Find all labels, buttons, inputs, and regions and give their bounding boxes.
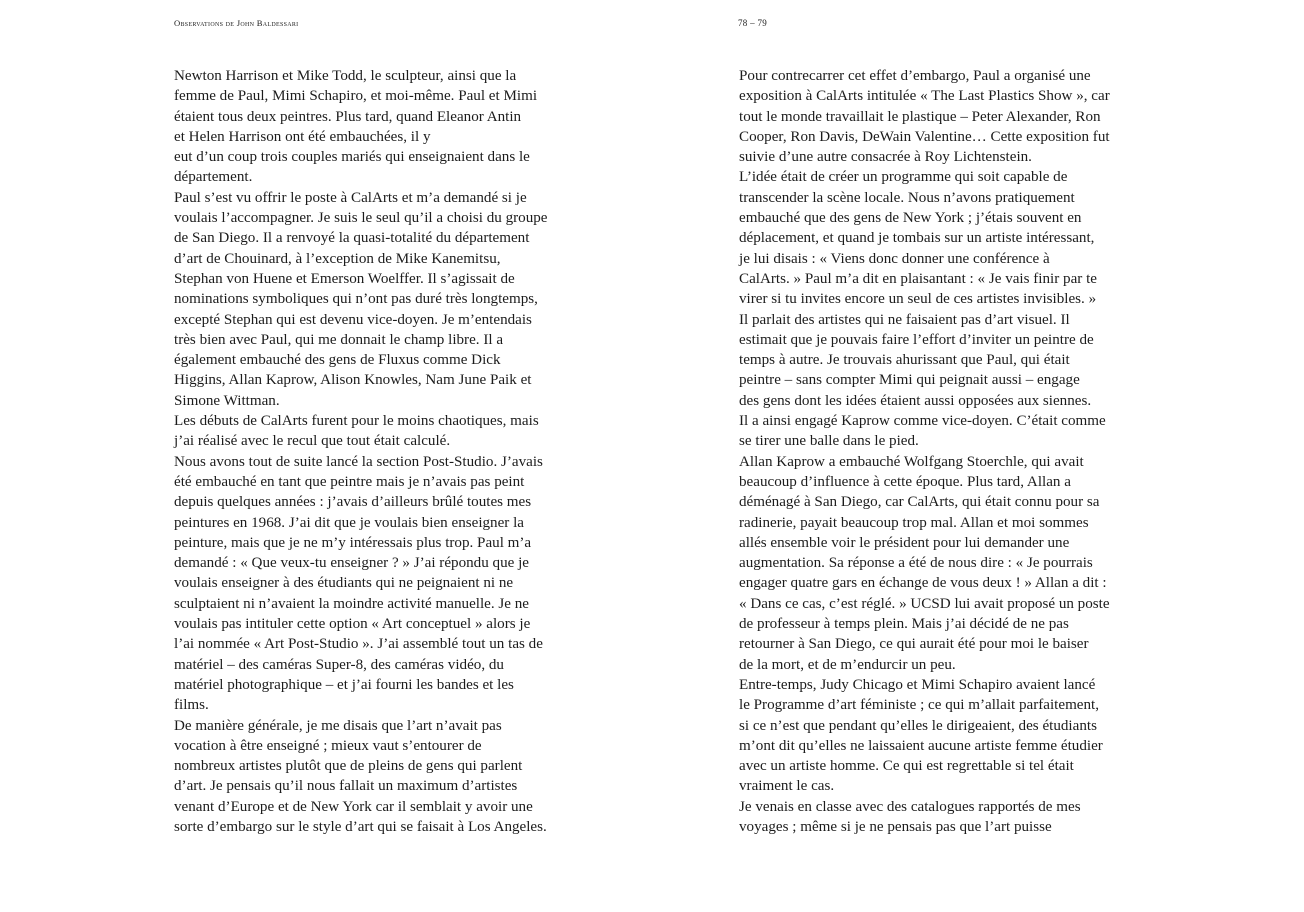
text-line: d’art de Chouinard, à l’exception de Mike Kanemitsu, — [174, 250, 501, 267]
text-line: peintures en 1968. J’ai dit que je voulais bien enseigner la — [174, 514, 524, 531]
text-line: avec un artiste homme. Ce qui est regrettable si tel était — [739, 758, 1074, 775]
text-line: Stephan von Huene et Emerson Woelffer. Il s’agissait de — [174, 270, 515, 287]
running-head-title: Observations de John Baldessari — [174, 18, 299, 28]
text-line: exposition à CalArts intitulée « The Last Plastics Show », car — [739, 88, 1110, 105]
text-line: venant d’Europe et de New York car il semblait y avoir une — [174, 798, 533, 815]
text-line: retourner à San Diego, ce qui aurait été pour moi le baiser — [739, 636, 1089, 653]
text-line: voulais enseigner à des étudiants qui ne peignaient ni ne — [174, 575, 514, 592]
text-line: radinerie, payait beaucoup trop mal. Allan et moi sommes — [739, 514, 1089, 531]
text-line: des gens dont les idées étaient aussi opposées aux siennes. — [739, 392, 1092, 409]
text-line: sculptaient ni n’avaient la moindre activité manuelle. Je ne — [174, 595, 529, 612]
text-line: Pour contrecarrer cet effet d’embargo, Paul a organisé une — [739, 68, 1091, 84]
text-line: L’idée était de créer un programme qui soit capable de — [739, 169, 1068, 186]
text-line: estimait que je pouvais faire l’effort d’inviter un peintre de — [739, 331, 1094, 348]
text-line: de San Diego. Il a renvoyé la quasi-totalité du département — [174, 230, 530, 247]
text-line: temps à autre. Je trouvais ahurissant que Paul, qui était — [739, 352, 1070, 369]
text-line: déplacement, et quand je tombais sur un artiste intéressant, — [739, 230, 1095, 247]
text-line: CalArts. » Paul m’a dit en plaisantant : « Je vais finir par te — [739, 270, 1097, 287]
text-line: Simone Wittman. — [174, 392, 280, 409]
text-line: département. — [174, 169, 253, 186]
text-line: voyages ; même si je ne pensais pas que l’art puisse — [739, 818, 1052, 835]
text-line: sorte d’embargo sur le style d’art qui se faisait à Los Angeles. — [174, 818, 547, 835]
text-line: étaient tous deux peintres. Plus tard, quand Eleanor Antin — [174, 108, 522, 125]
text-line: suivie d’une autre consacrée à Roy Lichtenstein. — [739, 149, 1032, 166]
text-line: depuis quelques années : j’avais d’ailleurs brûlé toutes mes — [174, 494, 532, 511]
text-line: tout le monde travaillait le plastique – Peter Alexander, Ron — [739, 108, 1101, 125]
text-line: films. — [174, 697, 209, 714]
text-line: vocation à être enseigné ; mieux vaut s’entourer de — [174, 737, 482, 754]
left-page-text — [174, 66, 574, 837]
text-line: et Helen Harrison ont été embauchées, il y — [174, 128, 431, 145]
text-line: m’ont dit qu’elles ne laissaient aucune artiste femme étudier — [739, 737, 1103, 754]
text-line: été embauché en tant que peintre mais je n’avais pas peint — [174, 473, 525, 490]
text-line: « Dans ce cas, c’est réglé. » UCSD lui avait proposé un poste — [739, 595, 1110, 612]
text-line: si ce n’est que pendant qu’elles le dirigeaient, des étudiants — [739, 717, 1097, 734]
text-line: le Programme d’art féministe ; ce qui m’allait parfaitement, — [739, 697, 1100, 714]
text-line: nombreux artistes plutôt que de pleins de gens qui parlent — [174, 758, 523, 775]
text-line: De manière générale, je me disais que l’art n’avait pas — [174, 717, 502, 734]
text-line: beaucoup d’influence à cette époque. Plus tard, Allan a — [739, 473, 1071, 490]
page-numbers: 78 – 79 — [738, 18, 768, 28]
text-line: nominations symboliques qui n’ont pas duré très longtemps, — [174, 291, 538, 308]
text-line: Entre-temps, Judy Chicago et Mimi Schapiro avaient lancé — [739, 676, 1096, 693]
text-line: virer si tu invites encore un seul de ces artistes invisibles. » — [739, 291, 1097, 308]
text-line: l’ai nommée « Art Post-Studio ». J’ai assemblé tout un tas de — [174, 636, 543, 653]
text-line: déménagé à San Diego, car CalArts, qui était connu pour sa — [739, 494, 1100, 511]
text-line: se tirer une balle dans le pied. — [739, 433, 919, 450]
text-line: d’art. Je pensais qu’il nous fallait un maximum d’artistes — [174, 778, 518, 795]
text-line: peintre – sans compter Mimi qui peignait aussi – engage — [739, 372, 1080, 389]
text-line: demandé : « Que veux-tu enseigner ? » J’ai répondu que je — [174, 555, 529, 572]
text-line: matériel – des caméras Super-8, des caméras vidéo, du — [174, 656, 504, 673]
text-line: peinture, mais que je ne m’y intéressais plus trop. Paul m’a — [174, 534, 532, 551]
text-line: transcender la scène locale. Nous n’avons pratiquement — [739, 189, 1075, 206]
text-line: engager quatre gars en échange de vous deux ! » Allan a dit : — [739, 575, 1107, 592]
text-line: voulais l’accompagner. Je suis le seul qu’il a choisi du groupe — [174, 210, 548, 227]
text-line: Les débuts de CalArts furent pour le moins chaotiques, mais — [174, 413, 539, 430]
text-line: femme de Paul, Mimi Schapiro, et moi-même. Paul et Mimi — [174, 88, 538, 105]
text-line: Newton Harrison et Mike Todd, le sculpteur, ainsi que la — [174, 68, 517, 84]
text-line: je lui disais : « Viens donc donner une conférence à — [739, 250, 1050, 267]
text-line: très bien avec Paul, qui me donnait le champ libre. Il a — [174, 331, 504, 348]
text-line: voulais pas intituler cette option « Art conceptuel » alors je — [174, 616, 531, 633]
text-line: augmentation. Sa réponse a été de nous dire : « Je pourrais — [739, 555, 1093, 572]
text-line: matériel photographique – et j’ai fourni les bandes et les — [174, 676, 514, 693]
right-page-text — [739, 66, 1139, 837]
text-line: Il parlait des artistes qui ne faisaient pas d’art visuel. Il — [739, 311, 1070, 328]
text-line: Allan Kaprow a embauché Wolfgang Stoerchle, qui avait — [739, 453, 1084, 470]
text-line: Je venais en classe avec des catalogues rapportés de mes — [739, 798, 1081, 815]
text-line: Il a ainsi engagé Kaprow comme vice-doyen. C’était comme — [739, 413, 1106, 430]
text-line: embauché que des gens de New York ; j’étais souvent en — [739, 210, 1082, 227]
text-line: j’ai réalisé avec le recul que tout était calculé. — [174, 433, 451, 450]
text-line: vraiment le cas. — [739, 778, 835, 795]
text-line: eut d’un coup trois couples mariés qui enseignaient dans le — [174, 149, 530, 166]
text-line: excepté Stephan qui est devenu vice-doyen. Je m’entendais — [174, 311, 532, 328]
text-line: Cooper, Ron Davis, DeWain Valentine… Cette exposition fut — [739, 128, 1110, 145]
text-line: de la mort, et de m’endurcir un peu. — [739, 656, 956, 673]
text-line: également embauché des gens de Fluxus comme Dick — [174, 352, 501, 369]
text-line: Higgins, Allan Kaprow, Alison Knowles, Nam June Paik et — [174, 372, 532, 389]
text-line: de professeur à temps plein. Mais j’ai décidé de ne pas — [739, 616, 1069, 633]
text-line: Paul s’est vu offrir le poste à CalArts et m’a demandé si je — [174, 189, 527, 206]
text-line: allés ensemble voir le président pour lui demander une — [739, 534, 1070, 551]
text-line: Nous avons tout de suite lancé la section Post-Studio. J’avais — [174, 453, 543, 470]
